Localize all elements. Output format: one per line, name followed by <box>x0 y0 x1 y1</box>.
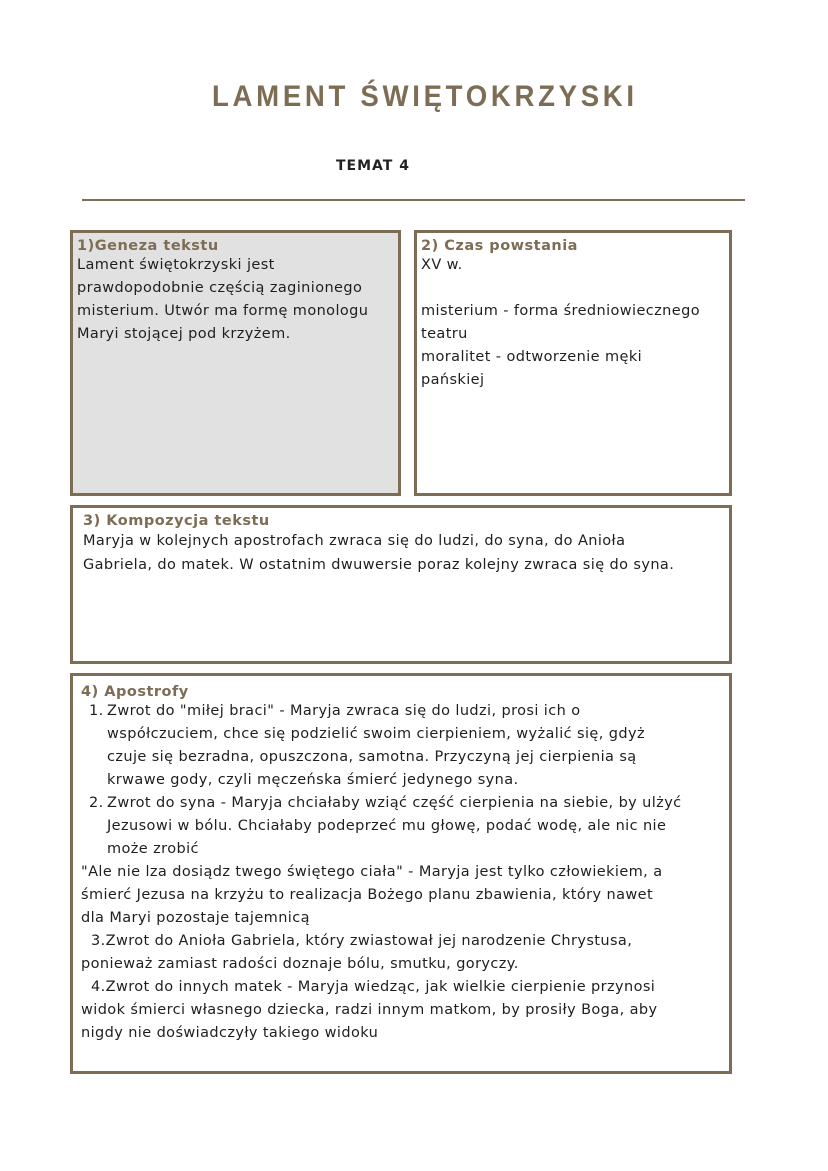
kompozycja-title: 3) Kompozycja tekstu <box>83 513 270 529</box>
apostrofa-3-line: ponieważ zamiast radości doznaje bólu, smutku, goryczy. <box>81 956 519 972</box>
apostrofa-4-line: 4.Zwrot do innych matek - Maryja wiedząc, jak wielkie cierpienie przynosi <box>81 979 656 995</box>
apostrofa-3-line: 3.Zwrot do Anioła Gabriela, który zwiastował jej narodzenie Chrystusa, <box>81 933 633 949</box>
geneza-box <box>70 230 401 496</box>
geneza-line: Lament świętokrzyski jest <box>77 257 275 273</box>
apostrofa-4-line: nigdy nie doświadczyły takiego widoku <box>81 1025 379 1041</box>
apostrofa-line: Zwrot do syna - Maryja chciałaby wziąć część cierpienia na siebie, by ulżyć <box>107 795 682 811</box>
czas-line: pańskiej <box>421 372 485 388</box>
apostrofa-line: może zrobić <box>107 841 199 857</box>
quote-line: "Ale nie lza dosiądz twego świętego ciała" - Maryja jest tylko człowiekiem, a <box>81 864 663 880</box>
apostrofy-list <box>81 700 721 861</box>
geneza-title: 1)Geneza tekstu <box>77 238 219 254</box>
kompozycja-line: Gabriela, do matek. W ostatnim dwuwersie poraz kolejny zwraca się do syna. <box>83 557 675 573</box>
czas-title: 2) Czas powstania <box>421 238 578 254</box>
czas-box <box>414 230 732 496</box>
kompozycja-line: Maryja w kolejnych apostrofach zwraca się do ludzi, do syna, do Anioła <box>83 533 626 549</box>
apostrofa-line: Jezusowi w bólu. Chciałaby podeprzeć mu głowę, podać wodę, ale nic nie <box>107 818 667 834</box>
page-subtitle: TEMAT 4 <box>336 158 410 174</box>
geneza-line: misterium. Utwór ma formę monologu <box>77 303 369 319</box>
apostrofa-line: krwawe gody, czyli męczeńska śmierć jedynego syna. <box>107 772 519 788</box>
apostrofy-box <box>70 673 732 1074</box>
kompozycja-box <box>70 505 732 664</box>
quote-line: dla Maryi pozostaje tajemnicą <box>81 910 310 926</box>
apostrofy-title: 4) Apostrofy <box>81 684 189 700</box>
page-title: LAMENT ŚWIĘTOKRZYSKI <box>212 80 638 113</box>
czas-line: XV w. <box>421 257 463 273</box>
list-number: 2. <box>89 795 104 811</box>
list-item <box>81 792 721 861</box>
geneza-line: Maryi stojącej pod krzyżem. <box>77 326 291 342</box>
divider-line <box>82 199 745 201</box>
list-number: 1. <box>89 703 104 719</box>
czas-line: misterium - forma średniowiecznego <box>421 303 700 319</box>
czas-line: teatru <box>421 326 468 342</box>
geneza-text <box>77 254 394 346</box>
apostrofa-line: współczuciem, chce się podzielić swoim cierpieniem, wyżalić się, gdyż <box>107 726 645 742</box>
apostrofa-line: czuje się bezradna, opuszczona, samotna. Przyczyną jej cierpienia są <box>107 749 637 765</box>
quote-line: śmierć Jezusa na krzyżu to realizacja Bożego planu zbawienia, który nawet <box>81 887 654 903</box>
czas-text <box>421 254 725 392</box>
geneza-line: prawdopodobnie częścią zaginionego <box>77 280 363 296</box>
apostrofa-line: Zwrot do "miłej braci" - Maryja zwraca się do ludzi, prosi ich o <box>107 703 581 719</box>
czas-line: moralitet - odtworzenie męki <box>421 349 643 365</box>
list-item <box>81 700 721 792</box>
apostrofa-4-line: widok śmierci własnego dziecka, radzi innym matkom, by prosiły Boga, aby <box>81 1002 658 1018</box>
czas-spacer <box>421 277 725 300</box>
kompozycja-text <box>83 529 719 577</box>
apostrofy-text <box>81 700 721 1045</box>
